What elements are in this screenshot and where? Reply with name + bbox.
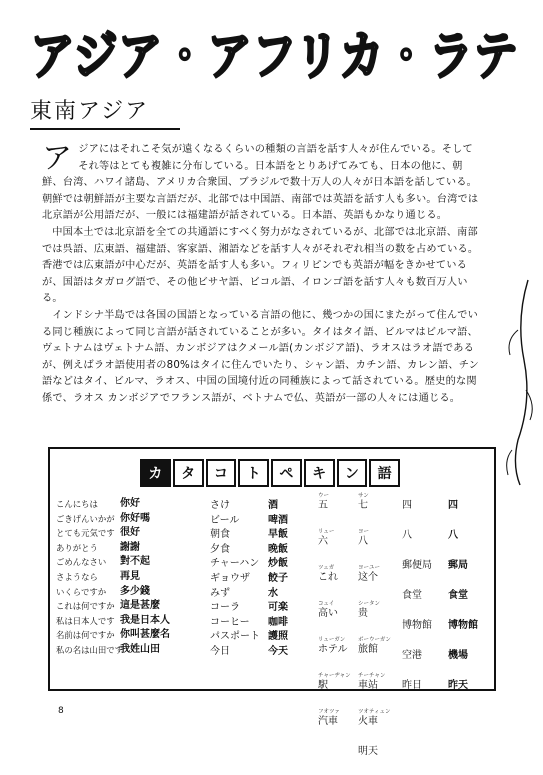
vocab-word: 郵局 bbox=[448, 560, 468, 571]
vocab-word: ビール bbox=[210, 514, 240, 526]
title-char: 語 bbox=[369, 459, 400, 487]
vocab-word: 四 bbox=[448, 500, 458, 511]
title-char: ト bbox=[238, 459, 269, 487]
vocab-word: 餃子 bbox=[268, 572, 288, 584]
vocab-word: 車站 bbox=[358, 680, 378, 691]
vocab-word: 食堂 bbox=[448, 590, 468, 601]
phrase: ごめんなさい bbox=[56, 557, 107, 568]
vocab-word: コーラ bbox=[210, 602, 240, 614]
vocab-word: 護照 bbox=[268, 631, 288, 643]
reading: ボーウーガン bbox=[358, 637, 391, 643]
phrase: ごきげんいかが bbox=[56, 513, 115, 524]
vocab-word: 博物館 bbox=[402, 620, 432, 631]
paragraph-2: 中国本土では北京語を全ての共通語にすべく努力がなされているが、北部では北京語、南部では呉語、広東語、福建語、客家語、湘語などを話す人々がそれぞれ相当の数を占めている。香港では広東語が中心だが、英語を話す人も多い。フィリピンでも英語が幅をきかせているが、国語はタガログ語で、その他ビサヤ語、ビコル語、イロンゴ語を話す人々も数百万人いる。 bbox=[42, 226, 479, 305]
vocab-word: 贵 bbox=[358, 608, 368, 619]
phrasebook-box bbox=[48, 447, 496, 757]
vocab-word: 啤酒 bbox=[268, 514, 288, 526]
translation: 謝謝 bbox=[120, 541, 140, 553]
reading: ヨーユー bbox=[358, 565, 381, 571]
vocab-word: 五 bbox=[318, 500, 328, 511]
reading: ヨー bbox=[358, 529, 370, 535]
vocab-word: パスポート bbox=[210, 631, 260, 643]
vocab-word: 这个 bbox=[358, 572, 378, 583]
vocab-word: 汽車 bbox=[318, 716, 338, 727]
translation: 這是甚麼 bbox=[120, 600, 160, 612]
vocab-word: 七 bbox=[358, 500, 368, 511]
section-subtitle: 東南アジア bbox=[30, 99, 150, 124]
reading: リュー bbox=[318, 529, 335, 535]
title-char: タ bbox=[173, 459, 204, 487]
reading: リューガン bbox=[318, 637, 346, 643]
vocab-word: 駅 bbox=[318, 680, 328, 691]
vocab-word: 咖啡 bbox=[268, 616, 288, 628]
title-char: カ bbox=[140, 459, 171, 487]
vocab-column-c bbox=[318, 493, 351, 745]
vocab-word: さけ bbox=[210, 500, 230, 511]
title-char: コ bbox=[206, 459, 237, 487]
vocab-word: 八 bbox=[402, 530, 412, 541]
vocab-word: 機場 bbox=[448, 650, 468, 661]
vocab-word: 今日 bbox=[210, 645, 230, 657]
reading: シータン bbox=[358, 601, 381, 607]
vocab-word: チャーハン bbox=[210, 558, 260, 570]
phrase: 名前は何ですか bbox=[56, 630, 115, 641]
phrase: いくらですか bbox=[56, 586, 107, 597]
title-char: ペ bbox=[271, 459, 302, 487]
title-lettering bbox=[30, 24, 520, 87]
vocab-word: 空港 bbox=[402, 650, 422, 661]
vocab-word: 旅館 bbox=[358, 644, 378, 655]
translation: 你好嗎 bbox=[120, 512, 150, 524]
japanese-phrases-column bbox=[56, 497, 123, 658]
vocab-word: 酒 bbox=[268, 500, 278, 511]
reading: ツオティェン bbox=[358, 709, 391, 715]
vocab-word: 今天 bbox=[268, 645, 288, 657]
subtitle-underline bbox=[30, 128, 180, 130]
translation: 我是日本人 bbox=[120, 614, 170, 626]
phrase: こんにちは bbox=[56, 499, 98, 509]
reading: ウー bbox=[318, 493, 330, 499]
vocab-word: 晚飯 bbox=[268, 543, 288, 555]
page-title bbox=[30, 24, 520, 87]
vocab-word: 火車 bbox=[358, 716, 378, 727]
vocab-word: コーヒー bbox=[210, 616, 250, 628]
translation: 多少錢 bbox=[120, 585, 150, 597]
vocab-column-f bbox=[448, 499, 478, 709]
phrasebook-title bbox=[140, 459, 400, 487]
reading: チーチャン bbox=[358, 673, 386, 679]
margin-sketch bbox=[498, 270, 538, 490]
vocab-word: 昨日 bbox=[402, 680, 422, 691]
paragraph-1 bbox=[42, 142, 482, 225]
vocab-word: 昨天 bbox=[448, 680, 468, 691]
vocab-word: 朝食 bbox=[210, 529, 230, 541]
translation: 很好 bbox=[120, 527, 140, 539]
vocab-word: 水 bbox=[268, 587, 278, 599]
vocab-word: ギョウザ bbox=[210, 572, 250, 584]
vocab-word: ホテル bbox=[318, 644, 348, 655]
phrase: これは何ですか bbox=[56, 601, 115, 612]
vocab-column-d bbox=[358, 493, 391, 775]
vocab-word: 炒飯 bbox=[268, 558, 288, 570]
vocab-word: 夕食 bbox=[210, 543, 230, 555]
vocab-word: 食堂 bbox=[402, 590, 422, 601]
phrase: さようなら bbox=[56, 571, 98, 582]
page-number: 8 bbox=[58, 706, 64, 716]
body-text bbox=[42, 142, 482, 408]
vocab-word: 六 bbox=[318, 536, 328, 547]
reading: チャーヂャン bbox=[318, 673, 351, 679]
chinese-translations-column bbox=[120, 497, 192, 658]
phrase: とても元気です bbox=[56, 528, 115, 539]
drop-cap: ア bbox=[42, 141, 73, 176]
paragraph-3: インドシナ半島では各国の国語となっている言語の他に、幾つかの国にまたがって住んでいる同じ種族によって同じ言語が話されていることが多い。タイはタイ語、ビルマはビルマ語、ヴェトナムはヴェトナム語、カンボジアはクメール語(カンボジア語)、ラオスはラオ語であるが、例えばラオ語使用者の80%はタイに住んでいたり、シャン語、カチン語、カレン語、チン語などはタイ、ビルマ、ラオス、中国の国境付近の同種族によって話されている。歴史的な関係で、ラオス カンボジアでフランス語が、ベトナムで仏、英語が一部の人々には通じる。 bbox=[42, 309, 480, 404]
translation: 對不起 bbox=[120, 556, 150, 568]
vocab-word: 四 bbox=[402, 500, 412, 511]
phrase: 私は日本人です bbox=[56, 615, 115, 626]
title-text: アジア・アフリカ・ラテ bbox=[30, 27, 518, 87]
paragraph-1-text: ジアにはそれこそ気が遠くなるくらいの種類の言語を話す人々が住んでいる。そしてそれ等はとても複雑に分布している。日本語をとりあげてみても、日本の他に、朝鮮、台湾、ハワイ諸島、アメリカ合衆国、ブラジルで数十万人の人々が日本語を話している。朝鮮では朝鮮語が主要な言語だが、北部では中国語、南部では英語を話す人も多い。台湾では北京語が公用語だが、一般には福建語が話されている。日本語、英語もかなり通じる。 bbox=[42, 144, 479, 222]
translation: 你好 bbox=[120, 498, 140, 509]
vocab-word: 早飯 bbox=[268, 529, 288, 541]
translation: 再見 bbox=[120, 570, 140, 582]
reading: フオツァ bbox=[318, 709, 340, 715]
vocab-word: みず bbox=[210, 587, 230, 599]
vocab-word: 郵便局 bbox=[402, 560, 432, 571]
vocab-japanese-column bbox=[210, 499, 260, 660]
vocab-chinese-column bbox=[268, 499, 288, 660]
title-char: キ bbox=[304, 459, 335, 487]
vocab-word: 可楽 bbox=[268, 602, 288, 614]
translation: 我姓山田 bbox=[120, 643, 160, 655]
reading: ツェガ bbox=[318, 565, 335, 571]
vocab-word: 高い bbox=[318, 608, 338, 619]
title-char: ン bbox=[337, 459, 368, 487]
reading: コェイ bbox=[318, 601, 335, 607]
vocab-word: 八 bbox=[448, 530, 458, 541]
reading: サン bbox=[358, 493, 369, 499]
vocab-word: 明天 bbox=[358, 746, 378, 757]
phrase: ありがとう bbox=[56, 542, 98, 553]
vocab-column-e bbox=[402, 499, 432, 709]
vocab-word: 博物館 bbox=[448, 620, 478, 631]
vocab-word: 八 bbox=[358, 536, 368, 547]
vocab-word: これ bbox=[318, 572, 338, 583]
translation: 你叫甚麼名 bbox=[120, 629, 170, 641]
phrase: 私の名は山田です bbox=[56, 644, 123, 655]
